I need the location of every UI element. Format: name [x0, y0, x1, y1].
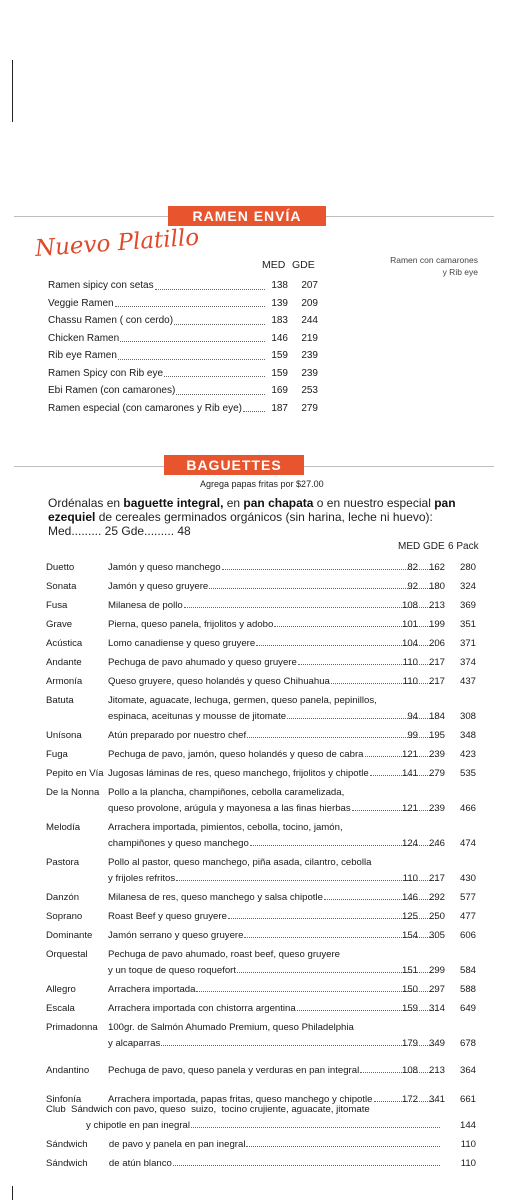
- price-med: 92: [407, 581, 418, 592]
- description-line: Atún preparado por nuestro chef: [108, 730, 247, 741]
- baguette-name: Orquestal: [46, 949, 88, 960]
- baguette-description: [108, 637, 438, 650]
- sandwich-line: Club Sándwich con pavo, queso suizo, tocino crujiente, aguacate, jitomate: [46, 1104, 370, 1115]
- baguette-name: Andante: [46, 657, 82, 668]
- price-6pack: 661: [459, 1094, 476, 1105]
- baguette-description: [108, 786, 438, 815]
- price-med: 99: [407, 730, 418, 741]
- sandwich-line: y chipotle en pan inegral: [46, 1120, 190, 1131]
- baguette-name: Sonata: [46, 581, 77, 592]
- ramen-item-name: Ramen especial (con camarones y Rib eye): [48, 402, 242, 414]
- price-gde: 199: [428, 619, 445, 630]
- price-6pack: 584: [459, 965, 476, 976]
- ramen-item-gde: 239: [301, 367, 318, 379]
- description-line: Milanesa de pollo: [108, 600, 183, 611]
- price-med: 121: [401, 803, 418, 814]
- ramen-item-name: Ramen Spicy con Rib eye: [48, 367, 164, 379]
- ramen-item: [48, 277, 318, 295]
- price-gde: 184: [428, 711, 445, 722]
- ramen-item-med: 159: [271, 350, 288, 361]
- leader-dots: [118, 347, 265, 360]
- leader-dots: [164, 365, 265, 378]
- ramen-col-med: MED: [262, 259, 286, 271]
- description-line: Jamón y queso gruyere: [108, 581, 209, 592]
- description-line: Queso gruyere, queso holandés y queso Chihuahua: [108, 676, 330, 687]
- intro-bold-2: pan chapata: [243, 496, 314, 510]
- ramen-item-med: 187: [271, 402, 288, 414]
- ramen-item-name: Ebi Ramen (con camarones): [48, 385, 176, 396]
- description-line: Arrachera importada: [108, 984, 196, 995]
- price-gde: 239: [428, 749, 445, 760]
- baguette-name: Fuga: [46, 749, 68, 760]
- description-line: Pollo al pastor, queso manchego, piña asada, cilantro, cebolla: [108, 857, 372, 868]
- price-med: 150: [401, 984, 418, 995]
- ramen-item-gde: 219: [301, 332, 318, 344]
- description-line: queso provolone, arúgula y mayonesa a las finas hierbas: [108, 803, 351, 814]
- price-gde: 250: [428, 911, 445, 922]
- description-line: Arrachera importada con chistorra argentina: [108, 1003, 296, 1014]
- baguette-name: Armonía: [46, 676, 83, 687]
- price-gde: 213: [428, 1065, 445, 1076]
- ramen-item-gde: 279: [301, 402, 318, 414]
- leader-dots: [115, 295, 265, 308]
- intro-bold-1: baguette integral,: [123, 496, 224, 510]
- baguette-name: Unísona: [46, 730, 82, 741]
- price-6pack: 577: [459, 892, 476, 903]
- price-6pack: 588: [459, 984, 476, 995]
- sandwich-price: 110: [460, 1139, 476, 1150]
- ramen-item: [48, 295, 318, 313]
- baguette-name: Acústica: [46, 638, 83, 649]
- description-line: Jamón serrano y queso gruyere: [108, 930, 244, 941]
- ramen-side-note: [370, 254, 478, 278]
- ramen-item: [48, 400, 318, 418]
- sandwich-price: 110: [460, 1158, 476, 1169]
- description-line: Jamón y queso manchego: [108, 562, 221, 573]
- description-line: Pechuga de pavo ahumado y queso gruyere: [108, 657, 297, 668]
- baguette-name: De la Nonna: [46, 787, 100, 798]
- price-gde: 341: [428, 1094, 445, 1105]
- baguette-description: [108, 856, 438, 885]
- price-6pack: 369: [459, 600, 476, 611]
- price-6pack: 535: [459, 768, 476, 779]
- description-line: Pierna, queso panela, frijolitos y adobo: [108, 619, 274, 630]
- sandwich-item: [46, 1103, 476, 1132]
- ramen-item-name: Ramen sipicy con setas: [48, 280, 154, 291]
- baguette-description: [108, 1021, 438, 1050]
- description-line: Pechuga de pavo, queso panela y verduras en pan integral: [108, 1065, 360, 1076]
- baguette-name: Dominante: [46, 930, 93, 941]
- ramen-item-name: Rib eye Ramen: [48, 350, 117, 361]
- price-med: 110: [402, 657, 418, 668]
- ramen-item: [48, 382, 318, 400]
- price-6pack: 430: [459, 873, 476, 884]
- price-6pack: 280: [459, 562, 476, 573]
- price-med: 82: [407, 562, 418, 573]
- intro-text-3: o en nuestro especial: [313, 496, 435, 510]
- leader-dots: [246, 1138, 440, 1147]
- leader-dots: [120, 330, 265, 343]
- baguette-name: Primadonna: [46, 1022, 98, 1033]
- baguette-description: [108, 767, 438, 780]
- description-line: Jugosas láminas de res, queso manchego, frijolitos y chipotle: [108, 768, 369, 779]
- ramen-item: [48, 365, 318, 383]
- left-edge-line-top: [12, 60, 13, 122]
- price-med: 110: [402, 873, 418, 884]
- price-6pack: 348: [459, 730, 476, 741]
- price-med: 141: [401, 768, 418, 779]
- nuevo-platillo-label: Nuevo Platillo: [34, 224, 201, 262]
- price-med: 154: [401, 930, 418, 941]
- baguette-name: Soprano: [46, 911, 83, 922]
- description-line: y un toque de queso roquefort: [108, 965, 237, 976]
- baguette-description: [108, 618, 438, 631]
- description-line: Roast Beef y queso gruyere: [108, 911, 227, 922]
- price-gde: 195: [428, 730, 445, 741]
- price-med: 146: [401, 892, 418, 903]
- baguette-name: Melodía: [46, 822, 81, 833]
- baguette-name: Danzón: [46, 892, 80, 903]
- price-med: 159: [401, 1003, 418, 1014]
- baguette-description: [108, 675, 438, 688]
- baguette-name: Pastora: [46, 857, 80, 868]
- description-line: Pollo a la plancha, champiñones, cebolla caramelizada,: [108, 787, 345, 798]
- price-med: 101: [401, 619, 418, 630]
- ramen-item-med: 138: [271, 280, 288, 291]
- price-med: 121: [401, 749, 418, 760]
- baguette-name: Batuta: [46, 695, 74, 706]
- price-gde: 314: [428, 1003, 445, 1014]
- price-gde: 162: [428, 562, 445, 573]
- baguette-name: Fusa: [46, 600, 68, 611]
- price-med: 172: [401, 1094, 418, 1105]
- price-6pack: 466: [459, 803, 476, 814]
- ramen-item-name: Chassu Ramen ( con cerdo): [48, 315, 174, 326]
- ramen-item: [48, 347, 318, 365]
- ramen-item-gde: 239: [301, 350, 318, 361]
- description-line: Lomo canadiense y queso gruyere: [108, 638, 256, 649]
- sandwich-line: Sándwich de pavo y panela en pan inegral: [46, 1139, 246, 1150]
- price-6pack: 606: [459, 930, 476, 941]
- price-med: 110: [402, 676, 418, 687]
- leader-dots: [174, 312, 265, 325]
- ramen-banner: RAMEN ENVÍA: [168, 206, 326, 226]
- price-6pack: 437: [459, 676, 476, 687]
- baguettes-banner: BAGUETTES: [164, 455, 304, 475]
- intro-text-1: Ordénalas en: [48, 496, 124, 510]
- potato-note: Agrega papas fritas por $27.00: [200, 479, 324, 489]
- leader-dots: [173, 1157, 440, 1166]
- left-edge-line-bottom: [12, 1186, 13, 1200]
- price-gde: 217: [428, 676, 445, 687]
- baguette-name: Andantino: [46, 1065, 90, 1076]
- ramen-item-med: 159: [271, 367, 288, 379]
- price-gde: 239: [428, 803, 445, 814]
- baguette-name: Grave: [46, 619, 73, 630]
- baguette-description: [108, 1064, 438, 1077]
- baguette-description: [108, 694, 438, 723]
- price-6pack: 474: [459, 838, 476, 849]
- baguettes-intro: [48, 496, 488, 538]
- sandwich-item: [46, 1138, 476, 1151]
- price-gde: 246: [428, 838, 445, 849]
- price-med: 124: [401, 838, 418, 849]
- price-6pack: 374: [459, 657, 476, 668]
- intro-bold-3: pan ezequiel: [48, 496, 456, 524]
- intro-text-4: de cereales germinados orgánicos (sin harina, leche ni huevo):: [95, 510, 433, 524]
- price-gde: 213: [428, 600, 445, 611]
- baguette-description: [108, 929, 438, 942]
- price-6pack: 324: [459, 581, 476, 592]
- baguette-description: [108, 656, 438, 669]
- description-line: Pechuga de pavo, jamón, queso holandés y queso de cabra: [108, 749, 364, 760]
- description-line: 100gr. de Salmón Ahumado Premium, queso Philadelphia: [108, 1022, 354, 1033]
- ramen-item-gde: 244: [301, 315, 318, 326]
- description-line: Jitomate, aguacate, lechuga, germen, queso panela, pepinillos,: [108, 695, 377, 706]
- price-6pack: 351: [459, 619, 476, 630]
- baguette-description: [108, 729, 438, 742]
- ramen-item-name: Chicken Ramen: [48, 332, 120, 344]
- price-6pack: 364: [459, 1065, 476, 1076]
- description-line: y alcaparras: [108, 1038, 161, 1049]
- baguette-name: Pepito en Vía: [46, 768, 104, 779]
- price-6pack: 371: [459, 638, 476, 649]
- baguette-description: [108, 561, 438, 574]
- ramen-item: [48, 312, 318, 330]
- baguette-name: Duetto: [46, 562, 75, 573]
- price-gde: 297: [428, 984, 445, 995]
- price-6pack: 678: [459, 1038, 476, 1049]
- price-med: 108: [401, 1065, 418, 1076]
- ramen-item-name: Veggie Ramen: [48, 297, 114, 309]
- price-gde: 349: [428, 1038, 445, 1049]
- price-gde: 279: [428, 768, 445, 779]
- price-gde: 292: [428, 892, 445, 903]
- baguette-description: [108, 821, 438, 850]
- intro-prices: Med......... 25 Gde......... 48: [48, 524, 191, 538]
- sandwich-line: Sándwich de atún blanco: [46, 1158, 172, 1169]
- price-gde: 217: [428, 657, 445, 668]
- price-med: 108: [401, 600, 418, 611]
- description-line: Milanesa de res, queso manchego y salsa chipotle: [108, 892, 323, 903]
- ramen-item-med: 169: [271, 385, 288, 396]
- leader-dots: [243, 400, 265, 413]
- ramen-item-med: 183: [271, 315, 288, 326]
- ramen-item-gde: 253: [301, 385, 318, 396]
- ramen-item: [48, 330, 318, 348]
- baguette-description: [108, 599, 438, 612]
- description-line: champiñones y queso manchego: [108, 838, 249, 849]
- leader-dots: [176, 382, 265, 395]
- price-gde: 305: [428, 930, 445, 941]
- price-med: 104: [401, 638, 418, 649]
- sandwich-price: 144: [459, 1120, 476, 1131]
- description-line: Arrachera importada, papas fritas, queso manchego y chipotle: [108, 1094, 373, 1105]
- price-6pack: 308: [459, 711, 476, 722]
- leader-dots: [191, 1119, 440, 1128]
- ramen-item-med: 146: [271, 332, 288, 344]
- baguette-description: [108, 1002, 438, 1015]
- price-6pack: 423: [459, 749, 476, 760]
- description-line: Pechuga de pavo ahumado, roast beef, queso gruyere: [108, 949, 341, 960]
- description-line: Arrachera importada, pimientos, cebolla, tocino, jamón,: [108, 822, 343, 833]
- bag-col-med: MED: [398, 541, 421, 552]
- description-line: espinaca, aceitunas y mousse de jitomate: [108, 711, 287, 722]
- baguette-description: [108, 891, 438, 904]
- price-gde: 217: [428, 873, 445, 884]
- price-med: 151: [401, 965, 418, 976]
- baguette-description: [108, 983, 438, 996]
- ramen-item-gde: 207: [301, 280, 318, 291]
- price-gde: 180: [428, 581, 445, 592]
- price-6pack: 477: [459, 911, 476, 922]
- baguette-description: [108, 748, 438, 761]
- baguette-description: [108, 580, 438, 593]
- baguette-name: Escala: [46, 1003, 75, 1014]
- bag-col-gde: GDE: [423, 541, 445, 552]
- price-6pack: 649: [459, 1003, 476, 1014]
- intro-text-2: en: [223, 496, 244, 510]
- price-med: 125: [401, 911, 418, 922]
- ramen-item-gde: 209: [301, 297, 318, 309]
- side-note-line-1: Ramen con camarones: [390, 255, 478, 265]
- baguette-name: Sinfonía: [46, 1094, 82, 1105]
- leader-dots: [155, 277, 265, 290]
- price-med: 179: [401, 1038, 418, 1049]
- price-med: 94: [407, 711, 418, 722]
- baguette-description: [108, 910, 438, 923]
- side-note-line-2: y Rib eye: [442, 267, 478, 277]
- description-line: y frijoles refritos: [108, 873, 176, 884]
- bag-col-6pack: 6 Pack: [448, 541, 479, 552]
- price-gde: 206: [428, 638, 445, 649]
- baguette-description: [108, 948, 438, 977]
- ramen-item-med: 139: [271, 297, 288, 309]
- ramen-col-gde: GDE: [292, 259, 315, 271]
- baguette-name: Allegro: [46, 984, 76, 995]
- price-gde: 299: [428, 965, 445, 976]
- sandwich-item: [46, 1157, 476, 1170]
